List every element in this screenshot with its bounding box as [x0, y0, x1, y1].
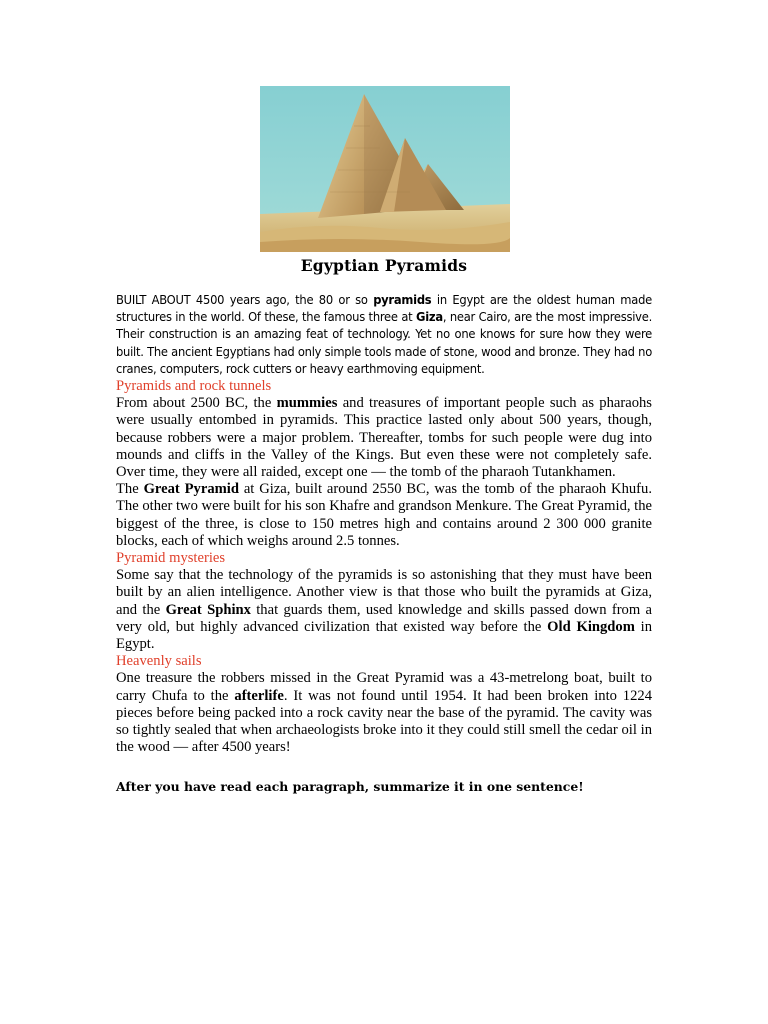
document-body: [116, 292, 652, 796]
document-title: Egyptian Pyramids: [300, 256, 468, 275]
bold-term: mummies: [276, 395, 338, 412]
text-run: , near Cairo, are the most impressive. Their construction is an amazing feat of technology. Yet no one knows for sure how they were built. The ancient Egyptians had only simple tools made of stone, wood and bronze. They had no cranes, computers, rock cutters or heavy earthmoving equipment.: [116, 310, 652, 377]
bold-term: Old Kingdom: [547, 618, 635, 635]
great-pyramid-paragraph: [116, 481, 652, 550]
text-run: and treasures of important people such as pharaohs were usually entombed in pyramids. This practice lasted only about 500 years, though, because robbers were a major problem. Thereafter, tombs for such people were dug into mounds and cliffs in the Valley of the Kings. But even these were not completely safe. Over time, they were all raided, except one — the tomb of the pharaoh Tutankhamen.: [116, 395, 652, 481]
text-run: in Egypt are the oldest human made structures in the world. Of these, the famous three at: [116, 293, 652, 326]
bold-term: afterlife: [234, 687, 284, 704]
section-heading-mysteries: Pyramid mysteries: [116, 550, 226, 567]
bold-term: Great Sphinx: [165, 601, 251, 618]
bold-term: Giza: [416, 310, 443, 326]
section-heading-tunnels: Pyramids and rock tunnels: [116, 378, 272, 395]
text-run: that guards them, used knowledge and skills passed down from a very old, but highly advanced civilization that existed way before the: [116, 601, 653, 635]
sails-paragraph: [116, 670, 652, 756]
bold-term: pyramids: [373, 293, 432, 308]
tunnels-paragraph: [116, 395, 652, 481]
pyramids-photo: [260, 86, 510, 252]
section-heading-sails: Heavenly sails: [116, 653, 202, 670]
text-run: at Giza, built around 2550 BC, was the tomb of the pharaoh Khufu. The other two were built for his son Khafre and grandson Menkure. The Great Pyramid, the biggest of the three, is close to 150 metres high and contains around 2 300 000 granite blocks, each of which weighs around 2.5 tonnes.: [116, 481, 652, 549]
bold-term: Great Pyramid: [143, 481, 239, 498]
text-run: . It was not found until 1954. It had been broken into 1224 pieces before being packed into a rock cavity near the base of the pyramid. The cavity was so tightly sealed that when archaeologists broke into it they could still smell the cedar oil in the wood — after 4500 years!: [116, 687, 652, 756]
text-run: in Egypt.: [116, 618, 653, 653]
intro-paragraph: [116, 292, 652, 378]
text-run: The: [116, 481, 144, 498]
closing-instruction: After you have read each paragraph, summarize it in one sentence!: [116, 779, 584, 795]
text-run: From about 2500 BC, the: [116, 395, 277, 412]
text-run: Some say that the technology of the pyramids is so astonishing that they must have been built by an alien intelligence. Another view is that those who built the pyramids at Giza, and the: [116, 567, 652, 618]
mysteries-paragraph: [116, 567, 652, 653]
pyramids-illustration: [260, 86, 510, 252]
text-run: BUILT ABOUT 4500 years ago, the 80 or so: [116, 293, 374, 308]
text-run: One treasure the robbers missed in the Great Pyramid was a 43-metrelong boat, built to carry Chufa to the: [116, 670, 652, 704]
